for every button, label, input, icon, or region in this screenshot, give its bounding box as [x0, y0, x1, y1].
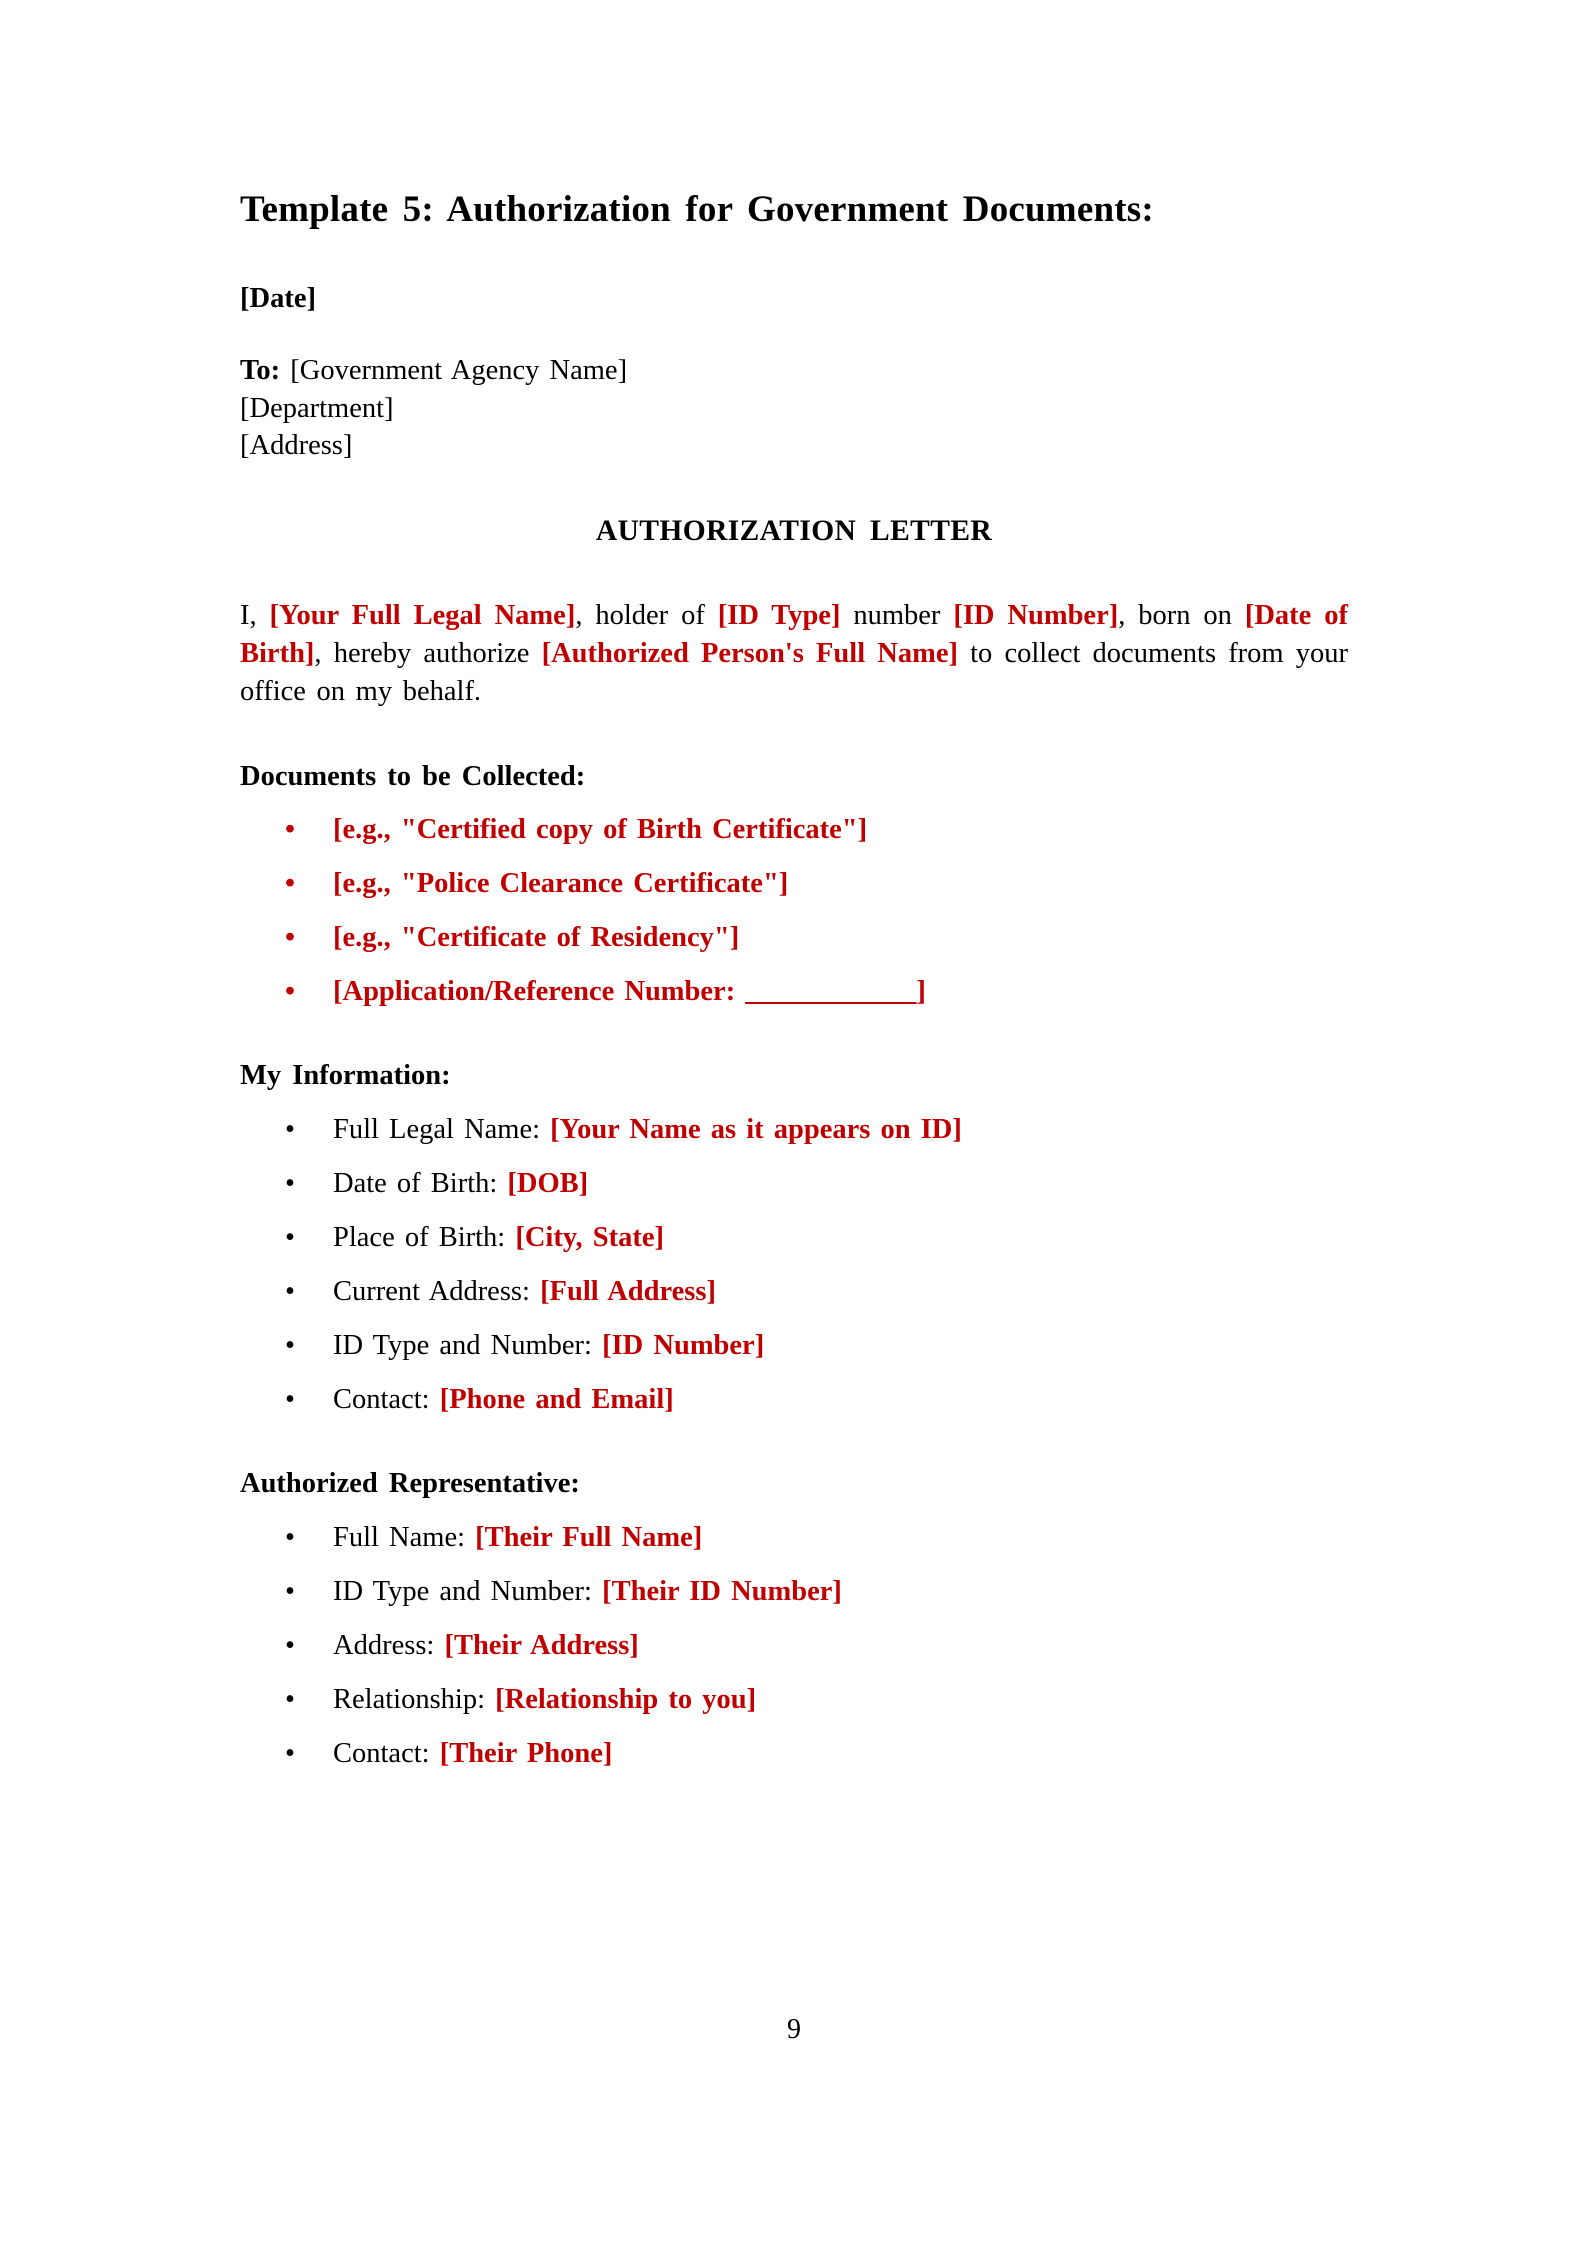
placeholder-id-number: [ID Number] — [953, 600, 1119, 631]
list-item-label: [e.g., "Police Clearance Certificate"] — [333, 868, 789, 900]
placeholder-authorized-person: [Authorized Person's Full Name] — [541, 637, 958, 669]
bullet-icon: • — [285, 976, 295, 1008]
list-item-label: Full Legal Name: — [333, 1114, 551, 1146]
list-item — [240, 1273, 1348, 1310]
list-item-value: [Their Address] — [444, 1630, 639, 1662]
list-item-label: ID Type and Number: — [333, 1576, 603, 1608]
body-segment-3: number — [840, 600, 954, 631]
authorized-representative-heading: Authorized Representative: — [240, 1468, 580, 1500]
list-item-value: [DOB] — [507, 1168, 589, 1200]
list-item-label: Contact: — [333, 1738, 440, 1770]
bullet-icon: • — [285, 1114, 295, 1146]
bullet-icon: • — [285, 868, 295, 900]
list-item — [240, 865, 1348, 902]
list-item — [240, 1627, 1348, 1664]
bullet-icon: • — [285, 1576, 295, 1608]
bullet-icon: • — [285, 1276, 295, 1308]
placeholder-id-type: [ID Type] — [717, 600, 841, 631]
bullet-icon: • — [285, 1738, 295, 1770]
body-segment-6: to collect documents from your office on my behalf. — [240, 637, 1348, 707]
letter-heading: AUTHORIZATION LETTER — [595, 514, 993, 547]
list-item-reference-number — [240, 973, 1348, 1010]
list-item — [240, 1735, 1348, 1772]
page-number: 9 — [787, 2014, 801, 2045]
spacing — [280, 355, 290, 386]
document-content — [240, 186, 1348, 1772]
list-item-label: Contact: — [333, 1384, 440, 1416]
list-item-value: [Their Full Name] — [475, 1521, 703, 1553]
placeholder-date-of-birth: [Date of Birth] — [240, 600, 1348, 669]
list-item — [240, 1573, 1348, 1610]
list-item — [240, 1381, 1348, 1418]
page-title: Template 5: Authorization for Government Documents: — [240, 189, 1154, 230]
bullet-icon: • — [285, 922, 295, 954]
documents-to-collect-list — [240, 811, 1348, 1010]
list-item-label: Relationship: — [333, 1684, 496, 1716]
spacer — [240, 711, 1348, 758]
reference-number-blank: ____________ — [745, 976, 917, 1008]
date-placeholder: [Date] — [240, 283, 316, 315]
bullet-icon: • — [285, 1222, 295, 1254]
spacer — [240, 550, 1348, 597]
list-item-label: Date of Birth: — [333, 1168, 508, 1200]
list-item-value: [Their Phone] — [439, 1738, 613, 1770]
list-item-label: Current Address: — [333, 1276, 541, 1308]
list-item — [240, 1519, 1348, 1556]
list-item-value: [Relationship to you] — [495, 1684, 757, 1716]
spacer — [240, 1010, 1348, 1057]
list-item — [240, 1165, 1348, 1202]
body-segment-2: , holder of — [575, 600, 718, 631]
list-item-label: Full Name: — [333, 1521, 476, 1553]
bullet-icon: • — [285, 1521, 295, 1553]
documents-section-heading: Documents to be Collected: — [240, 760, 586, 792]
recipient-agency-line — [240, 352, 1348, 389]
list-item — [240, 811, 1348, 848]
spacer — [240, 1418, 1348, 1465]
spacer — [240, 465, 1348, 512]
list-item — [240, 1111, 1348, 1148]
list-item-label: [e.g., "Certified copy of Birth Certificate"] — [333, 814, 868, 846]
recipient-address: [Address] — [240, 430, 353, 462]
authorized-representative-list — [240, 1519, 1348, 1772]
recipient-department: [Department] — [240, 392, 394, 424]
body-segment-4: , born on — [1118, 600, 1245, 631]
spacer — [240, 318, 1348, 352]
list-item-label: ID Type and Number: — [333, 1330, 603, 1362]
bullet-icon: • — [285, 814, 295, 846]
authorization-body-paragraph — [240, 597, 1348, 711]
list-item-label: Place of Birth: — [333, 1222, 516, 1254]
reference-number-close: ] — [916, 976, 926, 1008]
list-item-label: [e.g., "Certificate of Residency"] — [333, 922, 740, 954]
list-item-label: Address: — [333, 1630, 445, 1662]
list-item — [240, 1681, 1348, 1718]
recipient-agency: [Government Agency Name] — [290, 355, 628, 387]
reference-number-label: [Application/Reference Number: — [333, 976, 746, 1008]
recipient-block — [240, 352, 1348, 464]
list-item-value: [Your Name as it appears on ID] — [550, 1114, 962, 1146]
my-information-heading: My Information: — [240, 1060, 451, 1092]
bullet-icon: • — [285, 1330, 295, 1362]
list-item-value: [City, State] — [515, 1222, 664, 1254]
list-item-value: [Phone and Email] — [439, 1384, 674, 1416]
my-information-list — [240, 1111, 1348, 1418]
bullet-icon: • — [285, 1168, 295, 1200]
list-item-value: [ID Number] — [602, 1330, 765, 1362]
to-label: To: — [240, 355, 281, 387]
bullet-icon: • — [285, 1684, 295, 1716]
list-item-value: [Full Address] — [540, 1276, 716, 1308]
list-item-value: [Their ID Number] — [602, 1576, 842, 1608]
body-segment-5: , hereby authorize — [314, 637, 542, 669]
spacer — [240, 233, 1348, 280]
list-item — [240, 919, 1348, 956]
bullet-icon: • — [285, 1630, 295, 1662]
list-item — [240, 1219, 1348, 1256]
placeholder-full-legal-name: [Your Full Legal Name] — [269, 600, 576, 631]
list-item — [240, 1327, 1348, 1364]
body-segment-1: I, — [240, 600, 270, 631]
bullet-icon: • — [285, 1384, 295, 1416]
